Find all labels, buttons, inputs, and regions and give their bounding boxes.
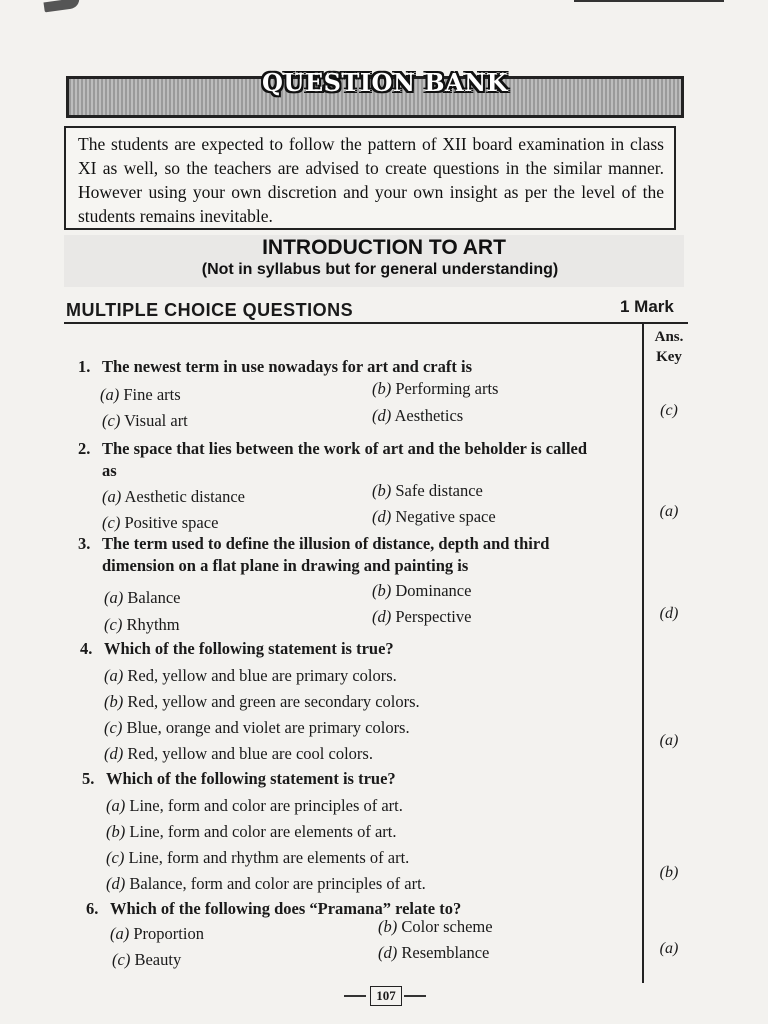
page-footer [342,986,426,1006]
q4-option-c: (c) Blue, orange and violet are primary colors. [104,718,410,737]
question-text: The space that lies between the work of art and the beholder is called [102,439,588,458]
scan-top-edge [44,0,724,6]
q2-option-c: (c) Positive space [102,513,219,532]
q6-answer: (a) [659,940,679,957]
q5-answer: (b) [659,864,679,881]
q3-option-d: (d) Perspective [372,607,472,626]
marks-label: 1 Mark [620,297,674,316]
q5-option-d: (d) Balance, form and color are principles of art. [106,874,426,893]
question-2 [78,438,644,482]
banner-title: QUESTION BANK [262,68,508,97]
answer-key-header-line2: Key [656,349,682,365]
q4-answer: (a) [659,732,679,749]
top-rule [574,0,724,2]
question-text: Which of the following statement is true? [106,769,396,788]
q2-option-d: (d) Negative space [372,507,496,526]
q2-answer: (a) [659,503,679,520]
question-number: 4. [80,639,93,658]
q1-answer: (c) [660,402,678,419]
page-number: 107 [370,986,402,1006]
q1-option-d: (d) Aesthetics [372,406,464,425]
q3-option-c: (c) Rhythm [104,615,180,634]
q5-option-c: (c) Line, form and rhythm are elements of art. [106,848,410,867]
chapter-title: INTRODUCTION TO ART [262,236,506,259]
question-4 [80,638,646,660]
q6-option-d: (d) Resemblance [378,943,490,962]
question-5 [82,768,648,790]
question-text: The newest term in use nowadays for art and craft is [102,357,473,376]
question-text: Which of the following statement is true? [104,639,394,658]
question-1 [78,356,644,378]
q6-option-a: (a) Proportion [110,924,204,943]
q3-answer: (d) [659,605,679,622]
teacher-notice-box: The students are expected to follow the pattern of XII board examination in class XI as well, so the teachers are advised to create questions in the similar manner. However using your own discretion and your own insight as per the level of the students remains inevitable. [64,126,676,230]
q2-option-a: (a) Aesthetic distance [102,487,245,506]
question-text: The term used to define the illusion of distance, depth and third [102,534,550,553]
q1-option-c: (c) Visual art [102,411,188,430]
q2-option-b: (b) Safe distance [372,481,483,500]
q1-option-a: (a) Fine arts [100,385,181,404]
q3-option-a: (a) Balance [104,588,181,607]
q1-option-b: (b) Performing arts [372,379,499,398]
chapter-subtitle: (Not in syllabus but for general understanding) [201,261,559,278]
q5-option-b: (b) Line, form and color are elements of art. [106,822,397,841]
q5-option-a: (a) Line, form and color are principles of art. [106,796,403,815]
section-heading: MULTIPLE CHOICE QUESTIONS [66,300,354,320]
question-number: 6. [86,899,99,918]
question-text: Which of the following does “Pramana” relate to? [110,899,462,918]
scan-smudge [43,0,80,12]
question-text-continued: dimension on a flat plane in drawing and painting is [102,556,469,575]
question-6 [86,898,652,920]
footer-ornament-right [404,995,426,997]
q4-option-a: (a) Red, yellow and blue are primary colors. [104,666,397,685]
question-number: 3. [78,534,91,553]
question-text-continued: as [102,461,117,480]
question-number: 2. [78,439,91,458]
q6-option-c: (c) Beauty [112,950,182,969]
question-number: 5. [82,769,95,788]
question-3 [78,533,644,577]
answer-key-header [648,327,690,367]
answer-key-header-line1: Ans. [654,329,684,345]
q4-option-b: (b) Red, yellow and green are secondary colors. [104,692,420,711]
footer-ornament-left [344,995,366,997]
question-number: 1. [78,357,91,376]
q4-option-d: (d) Red, yellow and blue are cool colors. [104,744,373,763]
q3-option-b: (b) Dominance [372,581,472,600]
q6-option-b: (b) Color scheme [378,917,493,936]
section-rule [64,322,688,324]
